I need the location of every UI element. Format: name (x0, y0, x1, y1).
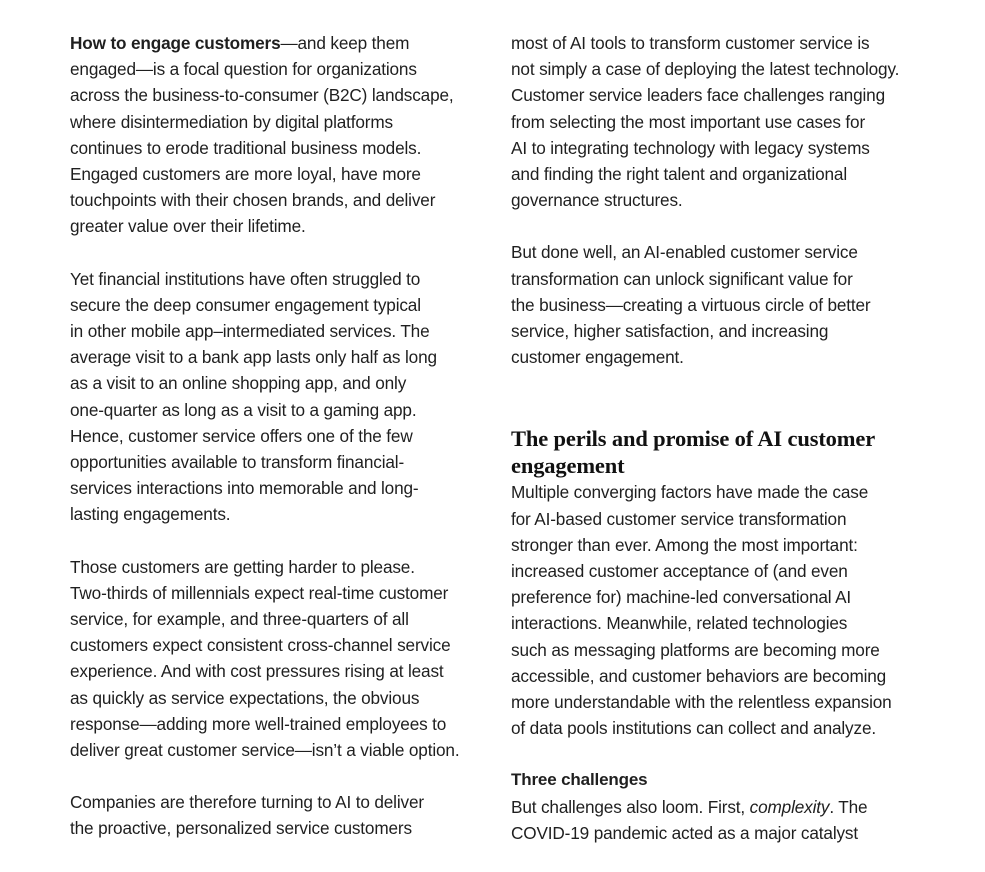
paragraph-line: Those customers are getting harder to please. (70, 556, 415, 577)
paragraph-line: across the business-to-consumer (B2C) landscape, (70, 85, 454, 106)
paragraph-line: average visit to a bank app lasts only half as long (70, 347, 437, 368)
paragraph-line: most of AI tools to transform customer service is (511, 33, 870, 53)
paragraph-line: Multiple converging factors have made the case (511, 482, 869, 503)
paragraph-line: where disintermediation by digital platforms (70, 111, 393, 132)
heading-line: The perils and promise of AI customer (511, 426, 876, 452)
lead-rest: —and keep them (280, 33, 410, 53)
paragraph-line: as quickly as service expectations, the obvious (70, 687, 420, 708)
paragraph-line: AI to integrating technology with legacy systems (511, 137, 870, 158)
lead-phrase: How to engage customers (70, 33, 281, 53)
paragraph-line: customer engagement. (511, 347, 684, 368)
paragraph-line: one-quarter as long as a visit to a gaming app. (70, 399, 417, 420)
paragraph-line: stronger than ever. Among the most important: (511, 534, 858, 555)
paragraph-line (70, 30, 495, 56)
paragraph-line: Hence, customer service offers one of the few (70, 425, 413, 446)
paragraph-line: more understandable with the relentless expansion (511, 692, 892, 713)
section-heading (511, 425, 941, 479)
converging-factors-paragraph (511, 479, 941, 741)
paragraph-line: not simply a case of deploying the latest technology. (511, 59, 900, 80)
paragraph-line: in other mobile app–intermediated services. The (70, 321, 430, 342)
heading-line: engagement (511, 453, 625, 479)
paragraph-line: services interactions into memorable and long- (70, 478, 419, 499)
paragraph-line: accessible, and customer behaviors are becoming (511, 665, 887, 686)
paragraph-line: continues to erode traditional business models. (70, 137, 422, 158)
intro-paragraph (70, 30, 495, 240)
text-run: . The (829, 796, 868, 817)
paragraph-line: experience. And with cost pressures rising at least (70, 661, 444, 682)
subsection-heading: Three challenges (511, 770, 648, 790)
paragraph-line: customers expect consistent cross-channel service (70, 635, 451, 656)
paragraph-line: the proactive, personalized service customers (70, 818, 412, 839)
paragraph-line: preference for) machine-led conversational AI (511, 587, 852, 608)
companies-turning-to-ai-paragraph (70, 789, 495, 841)
paragraph-line: service, for example, and three-quarters of all (70, 609, 409, 630)
paragraph-line (511, 794, 941, 820)
challenges-paragraph (511, 794, 941, 846)
paragraph-line: lasting engagements. (70, 504, 231, 525)
paragraph-line: secure the deep consumer engagement typical (70, 294, 421, 315)
paragraph-line: as a visit to an online shopping app, and only (70, 373, 407, 394)
paragraph-line: for AI-based customer service transformation (511, 508, 847, 529)
paragraph-line: Two-thirds of millennials expect real-time customer (70, 582, 449, 603)
paragraph-line: touchpoints with their chosen brands, and deliver (70, 190, 436, 211)
paragraph-line: COVID-19 pandemic acted as a major catalyst (511, 822, 859, 843)
paragraph-line: from selecting the most important use cases for (511, 111, 866, 132)
paragraph-line: transformation can unlock significant value for (511, 268, 853, 289)
paragraph-line: Yet financial institutions have often struggled to (70, 268, 421, 289)
paragraph-line: Customer service leaders face challenges ranging (511, 85, 885, 106)
paragraph-line: increased customer acceptance of (and even (511, 561, 848, 582)
transformation-value-paragraph (511, 239, 941, 370)
ai-tools-paragraph (511, 30, 941, 213)
customers-expectations-paragraph (70, 554, 495, 764)
paragraph-line: Engaged customers are more loyal, have more (70, 164, 421, 185)
paragraph-line: such as messaging platforms are becoming more (511, 639, 880, 660)
text-run: But challenges also loom. First, (511, 796, 750, 817)
paragraph-line: service, higher satisfaction, and increasing (511, 321, 829, 342)
paragraph-line: Companies are therefore turning to AI to deliver (70, 792, 424, 813)
right-column (511, 30, 941, 872)
emphasis-text: complexity (749, 796, 830, 817)
paragraph-line: and finding the right talent and organizational (511, 164, 847, 185)
paragraph-line: response—adding more well-trained employees to (70, 713, 447, 734)
paragraph-line: engaged—is a focal question for organizations (70, 59, 417, 80)
left-column (70, 30, 495, 868)
paragraph-line: greater value over their lifetime. (70, 216, 306, 237)
financial-institutions-paragraph (70, 266, 495, 528)
paragraph-line: deliver great customer service—isn’t a viable option. (70, 740, 460, 761)
paragraph-line: of data pools institutions can collect and analyze. (511, 718, 876, 739)
paragraph-line: interactions. Meanwhile, related technologies (511, 613, 848, 634)
paragraph-line: opportunities available to transform financial- (70, 452, 405, 473)
paragraph-line: But done well, an AI-enabled customer service (511, 242, 858, 263)
paragraph-line: governance structures. (511, 190, 683, 211)
paragraph-line: the business—creating a virtuous circle of better (511, 294, 871, 315)
